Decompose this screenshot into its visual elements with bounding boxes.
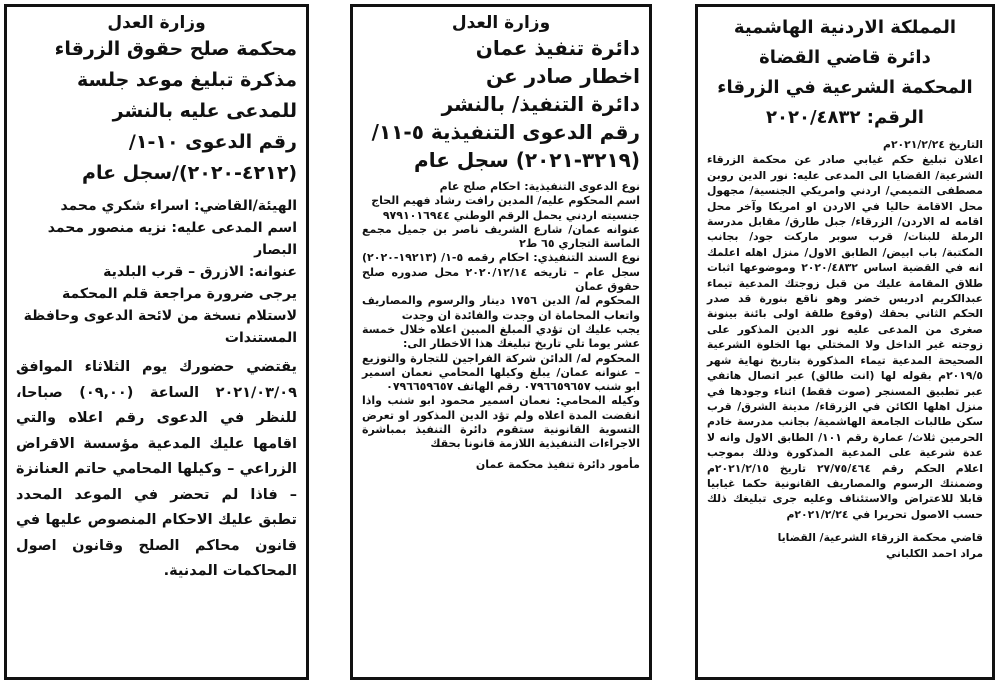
- left-heading-3: للمدعى عليه بالنشر: [112, 100, 297, 122]
- left-instruction: يرجى ضرورة مراجعة قلم المحكمة لاستلام نسخة من لائحة الدعوى وحافظة المستندات: [23, 286, 297, 346]
- mid-nationality: جنسيته اردني يحمل الرقم الوطني ٩٧٩١٠١٦٩٤٤: [382, 208, 640, 222]
- left-judge: الهيئة/القاضي: اسراء شكري محمد: [60, 198, 297, 214]
- mid-payment-notice: يجب عليك ان تؤدي المبلغ المبين اعلاه خلال خمسة عشر يوما تلي تاريخ تبليغك هذا الاخطار الى:: [362, 322, 640, 351]
- left-ministry: وزارة العدل: [107, 13, 206, 33]
- right-date: التاريخ ٢٠٢١/٢/٢٤م: [883, 138, 983, 151]
- mid-debtor: اسم المحكوم عليه/ المدين رافت رشاد فهيم الحاج: [371, 194, 640, 208]
- mid-heading-5: (٣٢١٩-٢٠٢١) سجل عام: [414, 148, 640, 172]
- mid-creditor: المحكوم له/ الدائن شركة الفراجين للتجارة والتوزيع – عنوانه عمان/ يبلغ وكيلها المحامي نعمان اسمير ابو شنب ٠٧٩٦٦٥٩٦٥٧ رقم الهاتف ٠٧٩٦٦٥٩٦٥٧: [362, 351, 640, 394]
- mid-instrument: نوع السند التنفيذي: احكام رقمه ٥-١/ (١٩٢١٣-٢٠٢٠) سجل عام – تاريخه ٢٠٢٠/١٢/١٤ محل صدوره صلح حقوق عمان: [362, 251, 641, 294]
- left-address: عنوانه: الازرق – قرب البلدية: [103, 264, 297, 280]
- mid-heading-3: دائرة التنفيذ/ بالنشر: [441, 92, 640, 116]
- left-heading-4: رقم الدعوى ١٠-١/: [128, 131, 297, 153]
- left-heading-2: مذكرة تبليغ موعد جلسة: [77, 69, 297, 91]
- mid-address: عنوانه عمان/ شارع الشريف ناصر بن جميل مجمع الماسة التجاري ٦٥ ط٢: [362, 222, 640, 251]
- notice-zarqa-magistrate-court: [4, 4, 309, 680]
- mid-ministry: وزارة العدل: [451, 13, 551, 33]
- right-heading-2: دائرة قاضي القضاة: [759, 47, 931, 68]
- mid-heading-2: اخطار صادر عن: [486, 64, 640, 88]
- left-heading-1: محكمة صلح حقوق الزرقاء: [54, 38, 297, 60]
- right-heading-1: المملكة الاردنية الهاشمية: [733, 17, 957, 38]
- notice-zarqa-sharia-court: [695, 4, 995, 680]
- mid-amount: المحكوم له/ الدين ١٧٥٦ دينار والرسوم والمصاريف واتعاب المحاماة ان وجدت والفائدة ان وجدت: [362, 294, 640, 322]
- right-signature-title: قاضي محكمة الزرقاء الشرعية/ القضايا: [777, 531, 983, 545]
- notice-amman-execution: [350, 4, 652, 680]
- right-body: اعلان تبليغ حكم غيابي صادر عن محكمة الزرقاء الشرعية/ القضايا الى المدعى عليه: نور الدين روبن مصطفى التميمي/ اردني وامريكي الجنسية/ مجهول محل الاقامة حاليا في الاردن او امريكا وآخر محل اقامه له الاردن/ الزرقاء/ جبل طارق/ مقابل مدرسة الرملة للبنات/ قرب سوبر ماركت جود/ بجانب المكتبة/ باب ابيض/ الطابق الاول/ منزل اهله اعلمك انه في القضية اساس ٢٠٢٠/٤٨٣٢ وموضوعها اثبات طلاق المقامة عليك من قبل زوجتك المدعية تيماء عبدالكريم ادريس خضر وهو ناقع بنورة قد صدر الحكم الثاني بحقك (وقوع طلقة اولى بائنة بينونة صغرى من المدعى عليه نور الدين المذكور على زوجته غير الداخل ولا المختلي بها الخلوة الشرعية الصحيحة المدعية تيماء المذكورة بتاريخ نهاية شهر ٢٠١٩/٥م بقوله لها (انت طالق) عبر اتصال هاتفي عبر تطبيق المسنجر (صوت فقط) اثناء وجودها في منزل اهلها الكائن في الزرقاء/ مدينة الشرق/ قرب سكن طالبات الجامعة الهاشمية/ بجانب مدرسة خادم الحرمين ثلاث/ عمارة رقم ١٠١/ الطابق الاول وانه لا عدة شرعية على المدعية المذكورة وذلك بموجب اعلام الحكم رقم ٢٧/٧٥/٤٦٤ تاريخ ٢٠٢١/٢/١٥م وضمنتك الرسوم والمصاريف القانونية حكما غيابيا قابلا للاعتراض والاستئناف وعليه جرى تبليغك ذلك حسب الاصول تحريرا في ٢٠٢١/٢/٢٤م: [707, 153, 983, 521]
- mid-heading-1: دائرة تنفيذ عمان: [475, 36, 640, 60]
- mid-signature: مأمور دائرة تنفيذ محكمة عمان: [475, 457, 640, 471]
- left-defendant: اسم المدعى عليه: نزيه منصور محمد البصار: [47, 220, 297, 258]
- right-heading-4: الرقم: ٢٠٢٠/٤٨٣٢: [766, 107, 924, 128]
- mid-case-type: نوع الدعوى التنفيذية: احكام صلح عام: [439, 180, 640, 193]
- mid-heading-4: رقم الدعوى التنفيذية ٥-١١/: [371, 120, 640, 144]
- right-heading-3: المحكمة الشرعية في الزرقاء: [717, 77, 973, 98]
- left-hearing-text: يقتضي حضورك يوم الثلاثاء الموافق ٢٠٢١/٠٣/٠٩ الساعة (٠٩,٠٠) صباحا، للنظر في الدعوى رقم اعلاه والتي اقامها عليك المدعية مؤسسة الاقراض الزراعي – وكيلها المحامي حاتم العنانزة – فاذا لم تحضر في الموعد المحدد تطبق عليك الاحكام المنصوص عليها في قانون محاكم الصلح وقانون اصول المحاكمات المدنية.: [16, 359, 297, 579]
- left-heading-5: (٤٢١٢-٢٠٢٠)/سجل عام: [82, 162, 297, 184]
- mid-lawyer: وكيله المحامي: نعمان اسمير محمود ابو شنب واذا انقضت المدة اعلاه ولم تؤد الدين المذكور او تعرض التسوية القانونية ستقوم دائرة التنفيذ بمباشرة الاجراءات التنفيذية اللازمة قانونا بحقك: [362, 394, 640, 451]
- right-signature-name: مراد احمد الكلباني: [886, 546, 983, 560]
